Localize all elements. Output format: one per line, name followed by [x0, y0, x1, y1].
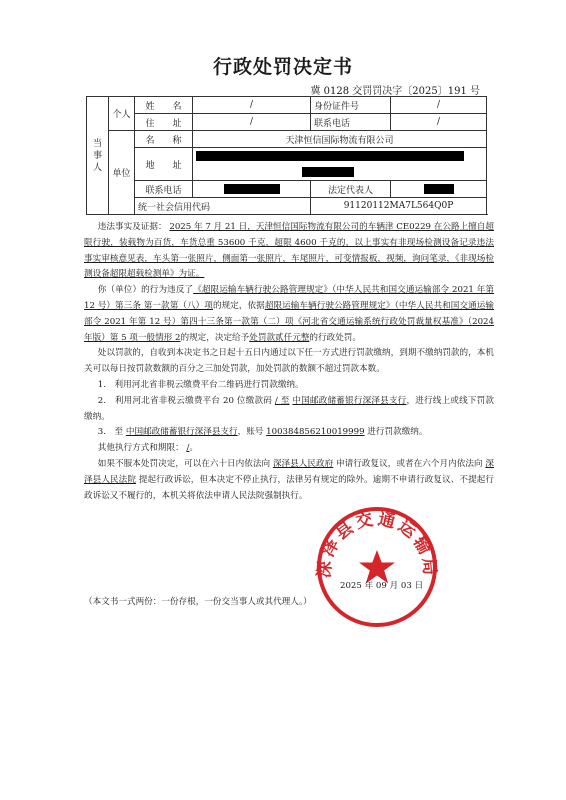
payment-bank-2: 中国邮政储蓄银行深泽县支行 — [292, 395, 407, 406]
other-method-end: 。 — [189, 443, 198, 454]
review-authority: 深泽县人民政府 — [272, 458, 334, 469]
appeal-part-2: 申请行政复议，或者在六个月内依法向 — [336, 458, 483, 469]
basis-lead: 你（单位）的行为违反了 — [97, 285, 194, 296]
company-name-label: 名 称 — [135, 131, 193, 148]
payment-code: / 至 — [274, 395, 290, 406]
facts-evidence-quote: 《非现场检测设备超限超载检测单》 — [84, 253, 494, 280]
basis-end: 的行政处罚。 — [309, 332, 361, 343]
name-label: 姓 名 — [135, 97, 193, 114]
party-info-table — [86, 96, 487, 215]
id-label: 身份证件号 — [311, 97, 391, 114]
facts-tail: 为证。 — [178, 269, 205, 280]
company-name-value: 天津恒信国际物流有限公司 — [193, 131, 487, 148]
document-number: 冀 0128 交罚罚决字〔2025〕191 号 — [310, 86, 480, 97]
basis-mid1: 的规定，依据 — [212, 300, 265, 311]
payment-item-2-prefix: 2. 利用河北省非税云缴费平台 20 位缴款码 — [97, 395, 272, 406]
phone-label: 联系电话 — [311, 114, 391, 131]
facts-text: 天津恒信国际物流有限公司的车辆津 CE0229 在公路上擅自超限行驶，装载物为百货，车货总重 53600 千克，超限 4600 千克的，以上事实有非现场检测设备记录违法事实审核意见表，车头第一张照片，侧面第一张照片，车尾照片，可变情报板，视频，询问笔录， — [84, 222, 494, 264]
court-name: 深泽县人民法院 — [84, 458, 494, 485]
payment-item-2-suffix: ，进行线上或线下罚款缴纳。 — [84, 395, 494, 422]
party-group-label: 当事人 — [87, 97, 109, 215]
company-phone-label: 联系电话 — [135, 181, 193, 198]
facts-date: 2025 年 7 月 21 日， — [169, 222, 256, 232]
other-method-value: / — [186, 443, 190, 454]
redaction-phone — [224, 184, 280, 194]
redaction-address-1 — [196, 151, 464, 161]
credit-code-label: 统一社会信用代码 — [135, 198, 311, 215]
appeal-part-1: 如果不服本处罚决定，可以在六十日内依法向 — [97, 458, 271, 469]
payment-item-3-prefix: 3. 至 — [97, 427, 124, 438]
penalty-amount: 处罚款贰仟元整 — [249, 332, 310, 343]
phone-value: / — [391, 114, 487, 131]
basis-mid2: 的规定，决定给予 — [180, 332, 250, 343]
footer-note: （本文书一式两份：一份存根，一份交当事人或其代理人。） — [84, 597, 312, 607]
company-address-line2 — [193, 164, 487, 181]
payment-intro: 处以罚款的，自收到本决定书之日起十五日内通过以下任一方式进行罚款缴纳，到期不缴纳罚款的，本机关可以每日按罚款数额的百分之三加处罚款，加处罚款的数额不超过罚款本数。 — [84, 348, 494, 375]
address-label: 住 址 — [135, 114, 193, 131]
decision-body — [84, 220, 494, 504]
redaction-legal-rep — [424, 184, 454, 194]
violated-law: 《超限运输车辆行驶公路管理规定》（中华人民共和国交通运输部令 2021 年第 12 号）第三条 第一款第（八）项 — [84, 285, 494, 311]
other-method — [84, 441, 494, 457]
credit-code-value: 91120112MA7L564Q0P — [311, 198, 487, 215]
official-seal — [312, 502, 442, 632]
unit-label: 单位 — [109, 131, 135, 215]
company-address-line1 — [193, 148, 487, 165]
legal-basis-paragraph — [84, 283, 494, 346]
person-label: 个人 — [109, 97, 135, 131]
payment-item-2 — [84, 394, 494, 426]
company-address-label: 地 址 — [135, 148, 193, 181]
redaction-address-2 — [302, 167, 354, 177]
name-value: / — [193, 97, 311, 114]
document-title: 行政处罚决定书 — [212, 56, 353, 78]
facts-paragraph — [84, 220, 494, 283]
company-phone-value — [193, 181, 311, 198]
payment-bank-3: 中国邮政储蓄银行深泽县支行 — [125, 427, 238, 438]
legal-rep-label: 法定代表人 — [311, 181, 391, 198]
payment-item-1: 1. 利用河北省非税云缴费平台二维码进行罚款缴纳。 — [97, 379, 304, 390]
facts-label: 违法事实及证据： — [97, 222, 167, 232]
address-value: / — [193, 114, 311, 131]
other-method-label: 其他执行方式和期限： — [97, 443, 184, 454]
penalty-basis-law: 超限运输车辆行驶公路管理规定》（中华人民共和国交通运输部令 2021 年第 12 号）第四十三条第一款第（二）项《河北省交通运输系统行政处罚裁量权基准》（2024 年版）第 5 项一般情形 2 — [84, 300, 494, 343]
seal-text: 深泽县交通运输局 — [314, 509, 440, 579]
appeal-part-3: 提起行政诉讼，但本决定不停止执行，法律另有规定的除外。逾期不申请行政复议、不提起行政诉讼又不履行的，本机关将依法申请人民法院强制执行。 — [84, 474, 494, 501]
legal-rep-value — [391, 181, 487, 198]
appeal-paragraph — [84, 457, 494, 504]
payment-item-3-mid: ，账号 — [237, 427, 264, 438]
payment-item-3 — [84, 425, 494, 441]
decision-date: 2025 年 09 月 03 日 — [340, 581, 424, 591]
payment-item-3-suffix: 进行罚款缴纳。 — [367, 427, 428, 438]
payment-account: 100384856210019999 — [266, 427, 365, 438]
id-value: / — [391, 97, 487, 114]
